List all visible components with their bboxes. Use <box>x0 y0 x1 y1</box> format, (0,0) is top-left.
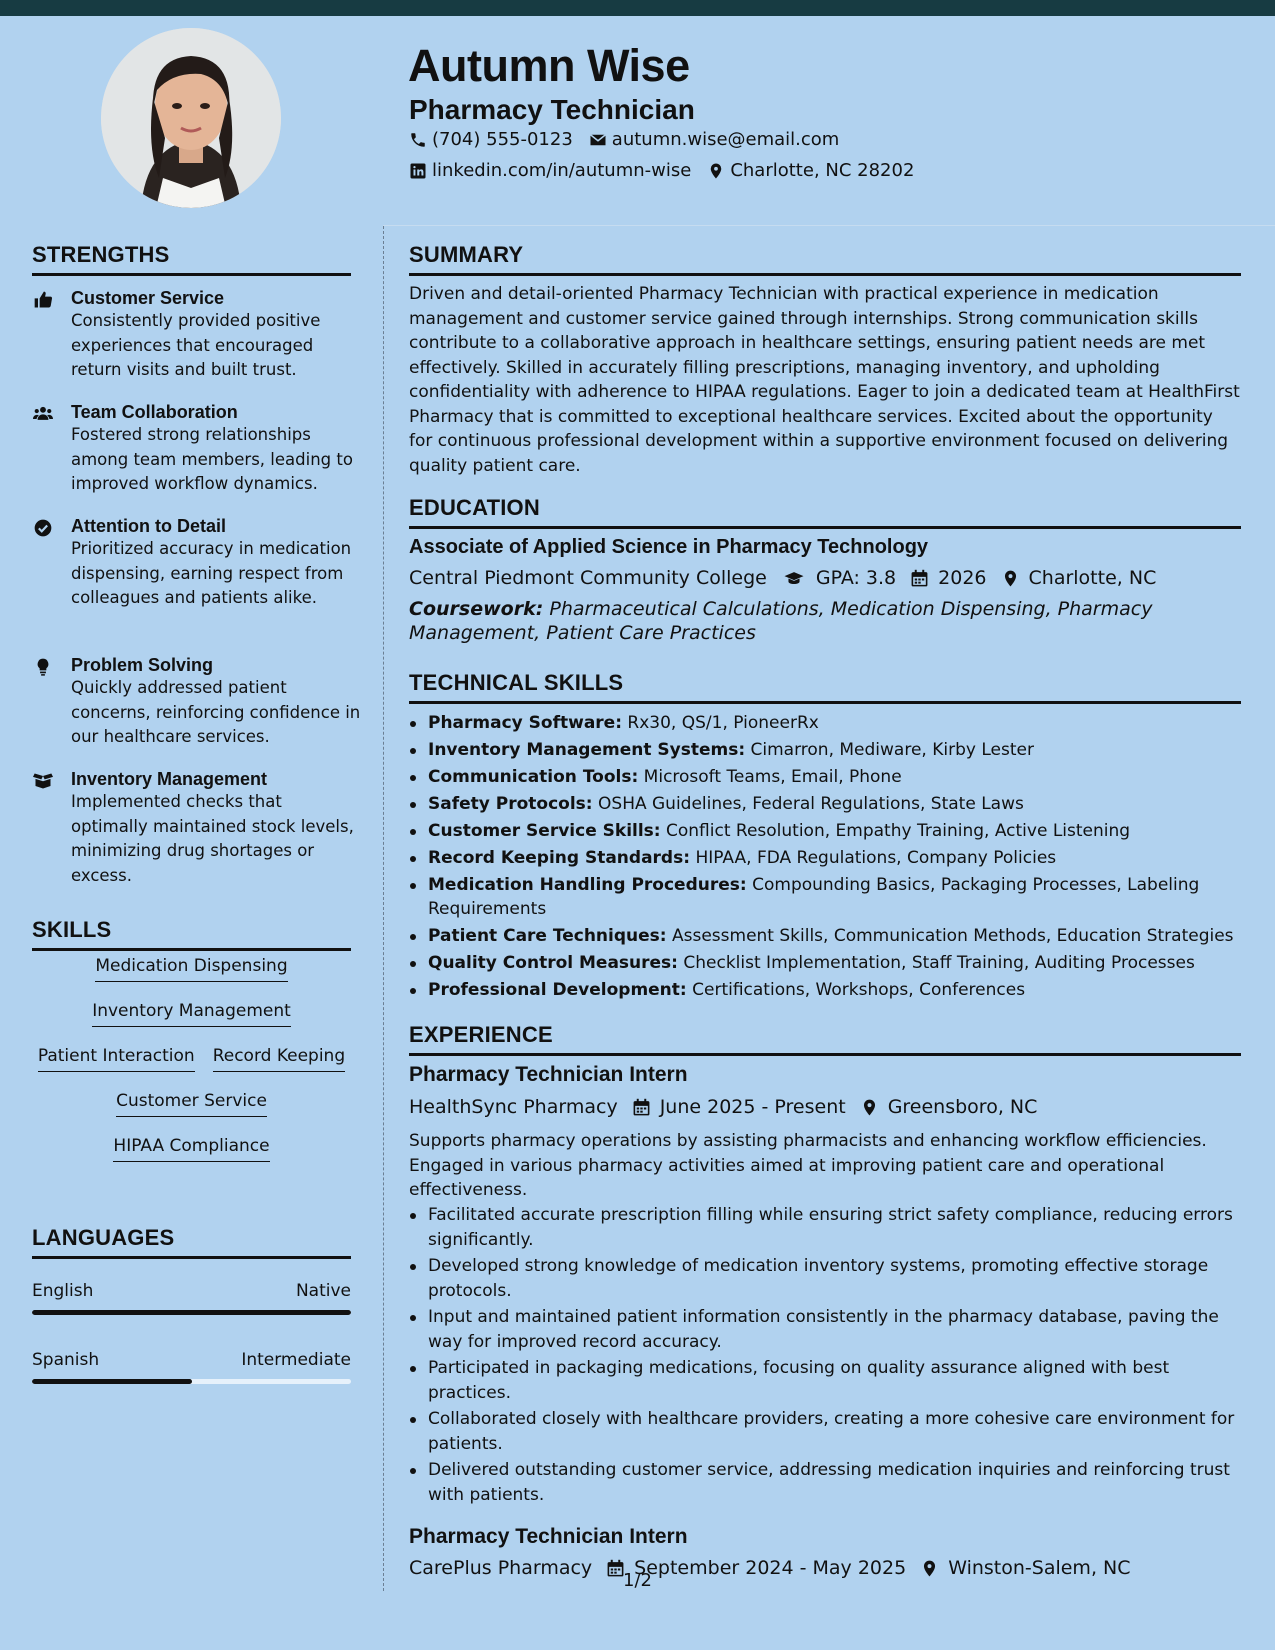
job-location-item <box>860 1096 1038 1118</box>
strengths-heading: STRENGTHS <box>32 242 351 276</box>
email-contact[interactable] <box>589 129 840 150</box>
skill-category: Customer Service Skills: <box>428 821 661 841</box>
list-item <box>409 873 1249 921</box>
list-item <box>409 978 1249 1002</box>
skill-row <box>32 1090 351 1135</box>
language-name: English <box>32 1281 94 1301</box>
linkedin-icon <box>409 162 427 180</box>
job-bullets <box>409 1203 1249 1509</box>
summary-heading: SUMMARY <box>409 242 1241 276</box>
technical-skills-list <box>409 711 1249 1005</box>
list-item <box>409 846 1249 870</box>
skill-values: Rx30, QS/1, PioneerRx <box>627 713 819 733</box>
strength-description: Consistently provided positive experiences that encouraged return visits and built trust. <box>71 311 321 379</box>
education-meta <box>409 567 1170 589</box>
skill-values: OSHA Guidelines, Federal Regulations, State Laws <box>598 794 1024 814</box>
list-item <box>409 711 1249 735</box>
job-location: Winston-Salem, NC <box>948 1557 1131 1579</box>
language-proficiency-bar <box>32 1310 351 1315</box>
list-item <box>409 819 1249 843</box>
strength-item <box>32 288 362 383</box>
skill-values: Compounding Basics, Packaging Processes, Labeling Requirements <box>428 875 1200 919</box>
language-name: Spanish <box>32 1350 100 1370</box>
column-divider <box>383 226 384 1591</box>
language-level: Intermediate <box>241 1350 351 1370</box>
job-title: Pharmacy Technician Intern <box>409 1063 688 1086</box>
job-meta <box>409 1096 1051 1118</box>
phone-icon <box>409 131 427 149</box>
skill-category: Record Keeping Standards: <box>428 848 691 868</box>
experience-heading: EXPERIENCE <box>409 1022 1241 1056</box>
strength-title: Inventory Management <box>71 769 268 789</box>
lightbulb-icon <box>32 657 54 677</box>
list-item <box>409 792 1249 816</box>
skill-row <box>32 955 351 1000</box>
list-item <box>409 951 1249 975</box>
skills-list <box>32 955 351 1180</box>
candidate-name: Autumn Wise <box>408 40 690 91</box>
map-pin-icon <box>1001 569 1020 588</box>
skill-category: Communication Tools: <box>428 767 639 787</box>
skill-values: Assessment Skills, Communication Methods, Education Strategies <box>672 926 1234 946</box>
list-item: Collaborated closely with healthcare providers, creating a more cohesive care environment for patients. <box>409 1407 1249 1456</box>
profile-photo <box>101 28 281 208</box>
company-name: HealthSync Pharmacy <box>409 1096 618 1118</box>
strength-item <box>32 516 362 611</box>
skill-row <box>32 1045 351 1090</box>
school-name: Central Piedmont Community College <box>409 567 767 589</box>
language-level: Native <box>295 1281 351 1301</box>
degree-title: Associate of Applied Science in Pharmacy Technology <box>409 536 929 558</box>
skill-tag: Record Keeping <box>213 1045 345 1072</box>
check-circle-icon <box>32 518 54 538</box>
gpa-value: GPA: 3.8 <box>815 567 897 589</box>
technical-skills-heading: TECHNICAL SKILLS <box>409 670 1241 704</box>
coursework-label: Coursework: <box>409 598 544 620</box>
skill-values: Conflict Resolution, Empathy Training, Active Listening <box>666 821 1131 841</box>
language-proficiency-fill <box>32 1379 192 1384</box>
strength-title: Customer Service <box>71 288 225 308</box>
language-proficiency-bar <box>32 1379 351 1384</box>
coursework-list: Pharmaceutical Calculations, Medication Dispensing, Pharmacy Management, Patient Care Practices <box>409 598 1153 644</box>
list-item: Delivered outstanding customer service, addressing medication inquiries and reinforcing trust with patients. <box>409 1458 1249 1507</box>
envelope-icon <box>589 131 607 149</box>
skills-heading: SKILLS <box>32 917 351 951</box>
strength-item <box>32 769 362 888</box>
contact-row-2 <box>409 160 930 181</box>
language-proficiency-fill <box>32 1310 351 1315</box>
calendar-icon <box>632 1098 651 1117</box>
strength-description: Quickly addressed patient concerns, reinforcing confidence in our healthcare services. <box>71 678 361 746</box>
calendar-icon <box>910 569 929 588</box>
location-contact <box>707 160 914 181</box>
languages-heading: LANGUAGES <box>32 1225 351 1259</box>
strength-description: Fostered strong relationships among team members, leading to improved workflow dynamics. <box>71 425 353 493</box>
skill-category: Medication Handling Procedures: <box>428 875 747 895</box>
box-open-icon <box>32 771 54 791</box>
gpa-item <box>781 567 896 589</box>
language-item <box>32 1281 351 1315</box>
list-item <box>409 765 1249 789</box>
graduation-cap-icon <box>781 569 807 588</box>
skill-values: Microsoft Teams, Email, Phone <box>643 767 902 787</box>
list-item: Participated in packaging medications, focusing on quality assurance aligned with best practices. <box>409 1356 1249 1405</box>
strength-title: Attention to Detail <box>71 516 226 536</box>
contact-row-1 <box>409 129 855 150</box>
map-pin-icon <box>707 162 725 180</box>
skill-tag: Patient Interaction <box>38 1045 195 1072</box>
skill-tag: HIPAA Compliance <box>113 1135 269 1162</box>
job-dates: June 2025 - Present <box>659 1096 846 1118</box>
map-pin-icon <box>920 1559 939 1578</box>
skill-values: HIPAA, FDA Regulations, Company Policies <box>695 848 1057 868</box>
skill-tag: Customer Service <box>116 1090 267 1117</box>
job-summary: Supports pharmacy operations by assisting pharmacists and enhancing workflow efficiencies. Engaged in various pharmacy activities aimed at improving patient care and operational effectiveness. <box>409 1131 1207 1200</box>
summary-text: Driven and detail-oriented Pharmacy Technician with practical experience in medication management and customer service gained through internships. Strong communication skills contribute to a collaborative approach in healthcare settings, ensuring patient needs are met effectively. Skilled in accurately filling prescriptions, managing inventory, and upholding confidentiality with adherence to HIPAA regulations. Eager to join a dedicated team at HealthFirst Pharmacy that is committed to exceptional healthcare services. Excited about the opportunity for continuous professional development within a supportive environment focused on delivering quality patient care. <box>409 284 1240 476</box>
strength-title: Problem Solving <box>71 655 214 675</box>
email-address[interactable]: autumn.wise@email.com <box>611 129 840 150</box>
skill-category: Quality Control Measures: <box>428 953 678 973</box>
strength-title: Team Collaboration <box>71 402 238 422</box>
skill-category: Inventory Management Systems: <box>428 740 746 760</box>
list-item: Input and maintained patient information consistently in the pharmacy database, paving the way for improved record accuracy. <box>409 1305 1249 1354</box>
job-title: Pharmacy Technician Intern <box>409 1525 688 1548</box>
skill-tag: Medication Dispensing <box>95 955 287 982</box>
strength-item <box>32 402 362 497</box>
skill-category: Safety Protocols: <box>428 794 593 814</box>
language-item <box>32 1350 351 1384</box>
company-name: CarePlus Pharmacy <box>409 1557 593 1579</box>
top-bar <box>0 0 1275 16</box>
education-location: Charlotte, NC <box>1028 567 1157 589</box>
job-location-item <box>920 1557 1130 1579</box>
list-item: Developed strong knowledge of medication inventory systems, promoting effective storage protocols. <box>409 1254 1249 1303</box>
education-location-item <box>1001 567 1157 589</box>
coursework <box>409 597 1249 645</box>
location-text: Charlotte, NC 28202 <box>730 160 915 181</box>
header-divider <box>383 225 1275 226</box>
skill-values: Checklist Implementation, Staff Training, Auditing Processes <box>683 953 1195 973</box>
list-item: Facilitated accurate prescription filling while ensuring strict safety compliance, reducing errors significantly. <box>409 1203 1249 1252</box>
skill-tag: Inventory Management <box>92 1000 291 1027</box>
linkedin-url[interactable]: linkedin.com/in/autumn-wise <box>432 160 692 181</box>
job-meta <box>409 1557 1145 1579</box>
education-heading: EDUCATION <box>409 495 1241 529</box>
strength-description: Implemented checks that optimally maintained stock levels, minimizing drug shortages or excess. <box>71 792 354 885</box>
graduation-year: 2026 <box>938 567 987 589</box>
map-pin-icon <box>860 1098 879 1117</box>
skill-category: Professional Development: <box>428 980 687 1000</box>
strength-item <box>32 655 362 750</box>
linkedin-contact[interactable] <box>409 160 691 181</box>
thumbs-up-icon <box>32 290 54 310</box>
users-icon <box>32 404 54 424</box>
job-dates-item <box>632 1096 846 1118</box>
skill-category: Patient Care Techniques: <box>428 926 667 946</box>
candidate-title: Pharmacy Technician <box>409 94 695 125</box>
skill-category: Pharmacy Software: <box>428 713 623 733</box>
skill-row <box>32 1000 351 1045</box>
job-dates: September 2024 - May 2025 <box>634 1557 907 1579</box>
phone-number: (704) 555-0123 <box>432 129 573 150</box>
job-location: Greensboro, NC <box>887 1096 1038 1118</box>
list-item <box>409 738 1249 762</box>
skill-values: Certifications, Workshops, Conferences <box>692 980 1026 1000</box>
list-item <box>409 924 1249 948</box>
skill-row <box>32 1135 351 1180</box>
skill-values: Cimarron, Mediware, Kirby Lester <box>750 740 1034 760</box>
strength-description: Prioritized accuracy in medication dispensing, earning respect from colleagues and patients alike. <box>71 539 352 607</box>
year-item <box>910 567 986 589</box>
phone-contact <box>409 129 573 150</box>
page-number: 1/2 <box>623 1570 652 1591</box>
